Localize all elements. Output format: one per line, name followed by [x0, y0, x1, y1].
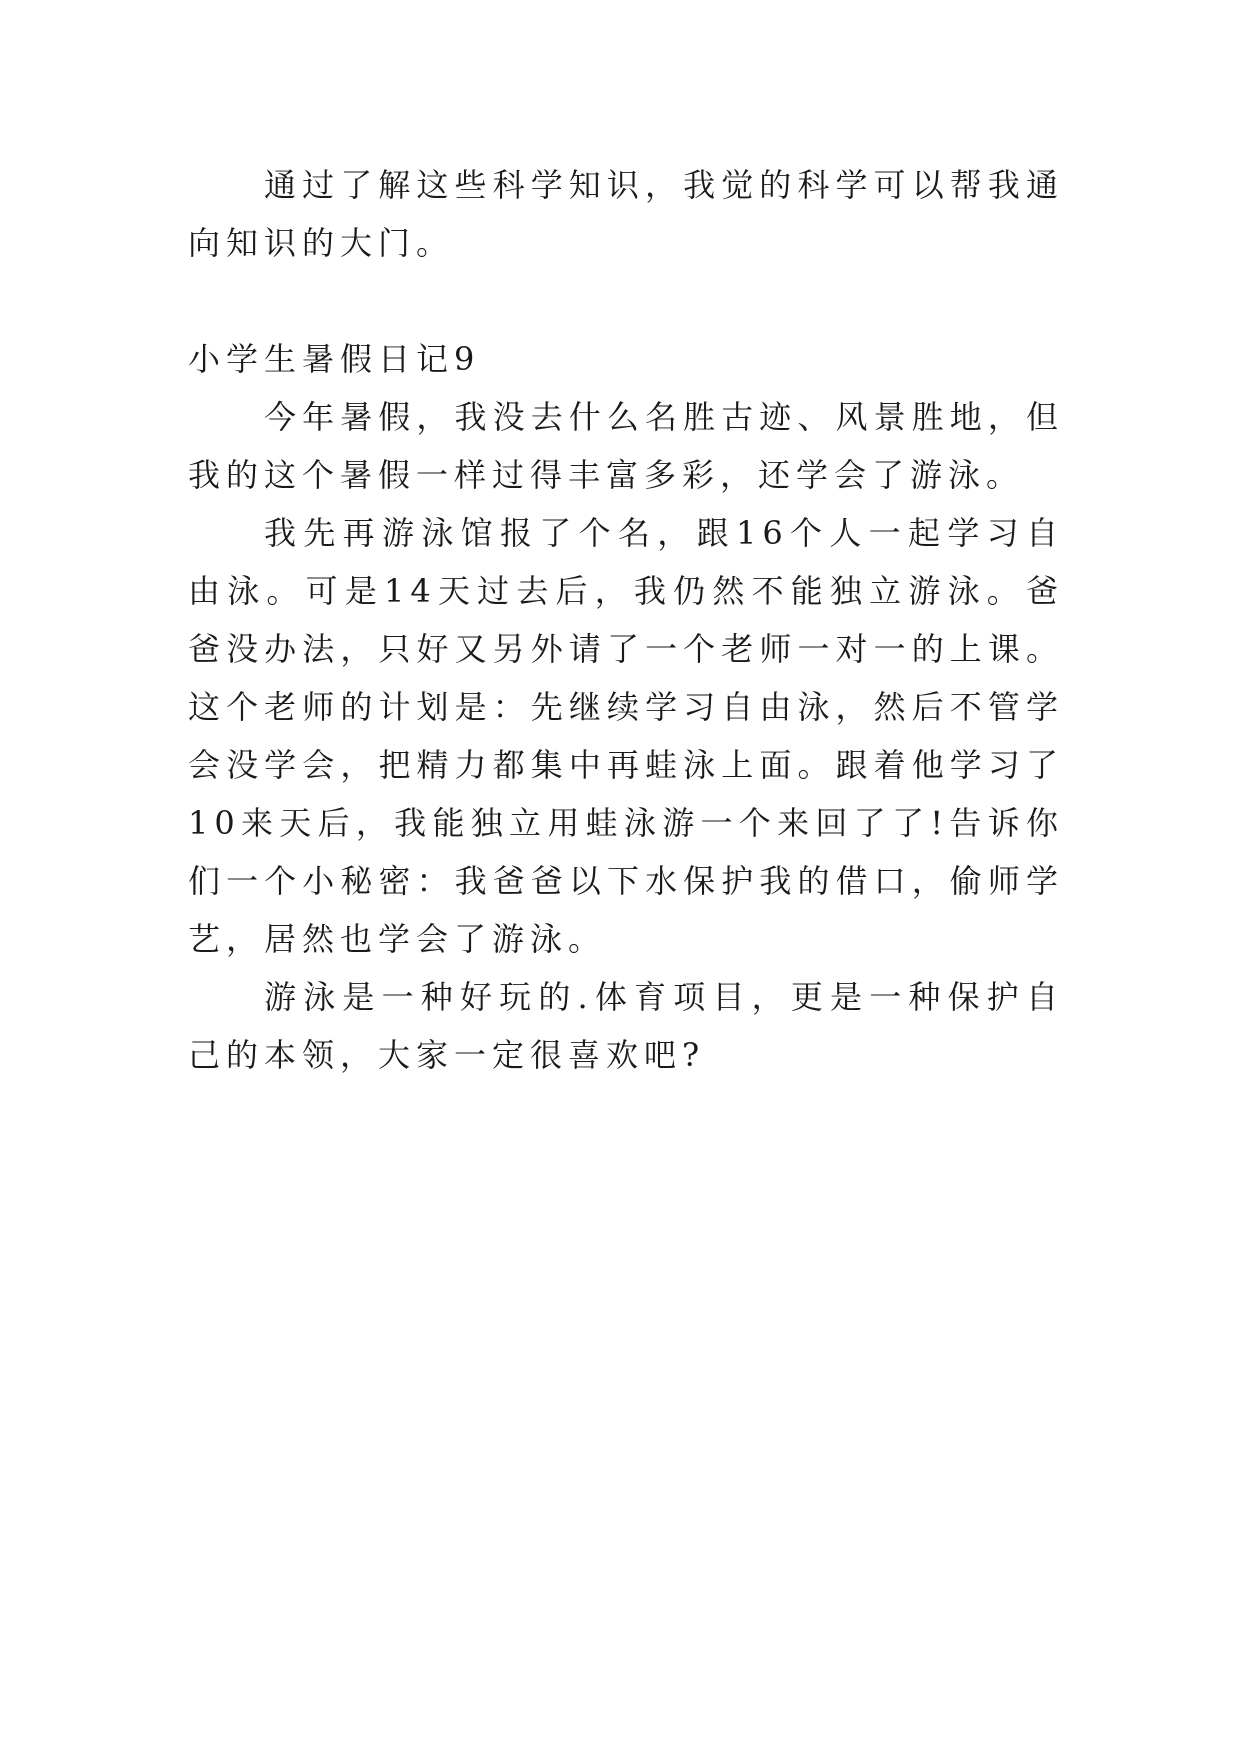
section-title: 小学生暑假日记9 — [188, 340, 481, 378]
body-paragraph: 今年暑假，我没去什么名胜古迹、风景胜地，但我的这个暑假一样过得丰富多彩，还学会了游泳。 — [188, 398, 1064, 494]
body-paragraph: 我先再游泳馆报了个名，跟16个人一起学习自由泳。可是14天过去后，我仍然不能独立游泳。爸爸没办法，只好又另外请了一个老师一对一的上课。这个老师的计划是：先继续学习自由泳，然后不管学会没学会，把精力都集中再蛙泳上面。跟着他学习了10来天后，我能独立用蛙泳游一个来回了了!告诉你们一个小秘密：我爸爸以下水保护我的借口，偷师学艺，居然也学会了游泳。 — [188, 514, 1064, 958]
intro-section — [188, 156, 1064, 272]
body-paragraph: 游泳是一种好玩的.体育项目，更是一种保护自己的本领，大家一定很喜欢吧? — [188, 978, 1064, 1074]
diary-section — [188, 330, 1064, 1084]
intro-paragraph: 通过了解这些科学知识，我觉的科学可以帮我通向知识的大门。 — [188, 166, 1064, 262]
